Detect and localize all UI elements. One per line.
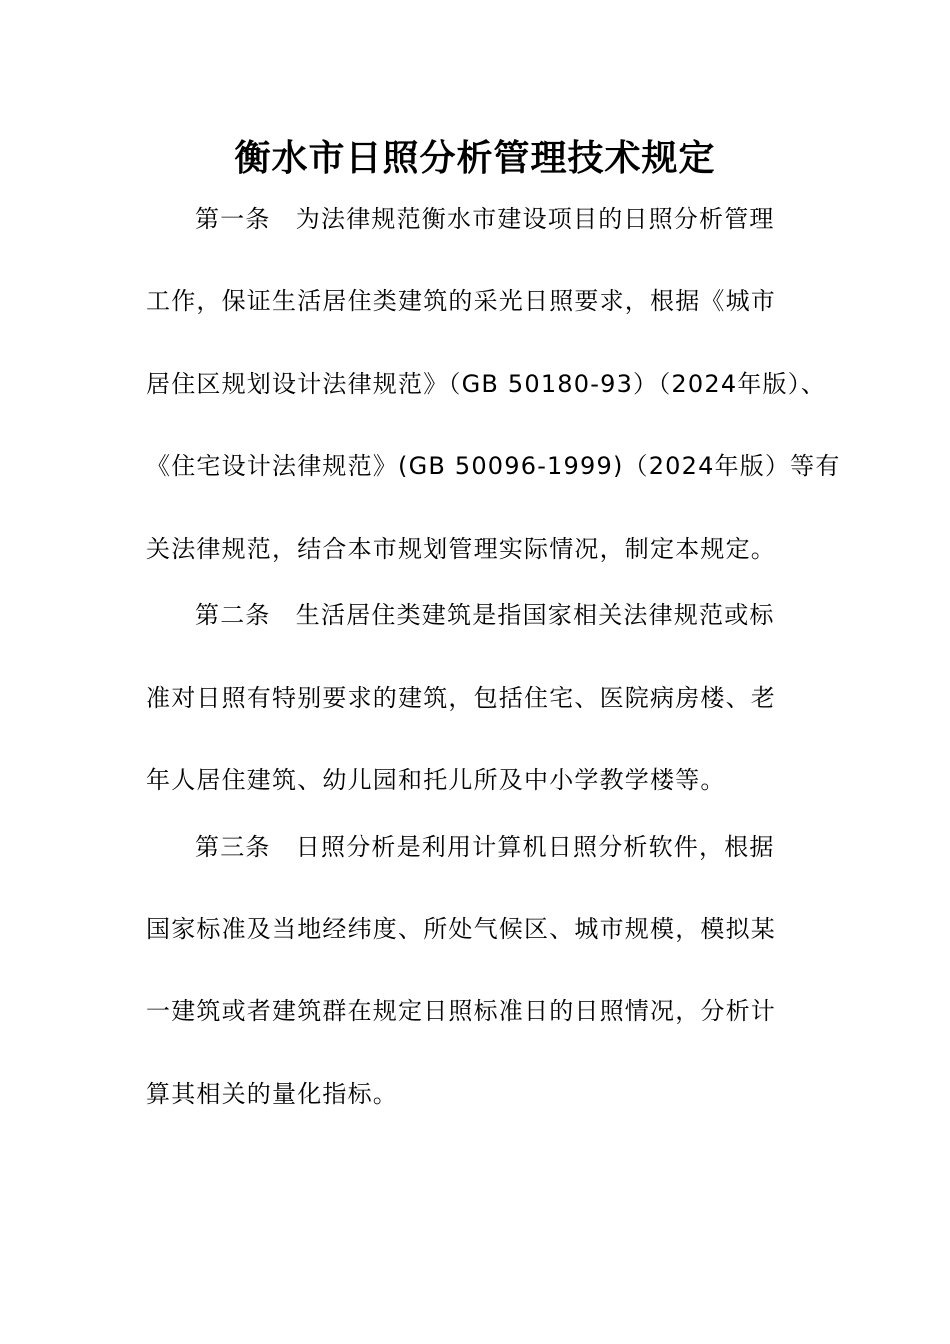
article-2-line-1: 第二条 生活居住类建筑是指国家相关法律规范或标 [195,601,775,629]
article-3-line-2: 国家标准及当地经纬度、所处气候区、城市规模，模拟某 [146,915,776,943]
article-1-line-4: 《住宅设计法律规范》(GB 50096-1999)（2024年版）等有 [146,452,841,480]
article-2-line-3: 年人居住建筑、幼儿园和托儿所及中小学教学楼等。 [146,766,726,794]
article-2-line-2: 准对日照有特别要求的建筑，包括住宅、医院病房楼、老 [146,684,776,712]
article-3-line-3: 一建筑或者建筑群在规定日照标准日的日照情况，分析计 [146,997,776,1025]
article-1-line-1: 第一条 为法律规范衡水市建设项目的日照分析管理 [195,205,775,233]
article-1-line-5: 关法律规范，结合本市规划管理实际情况，制定本规定。 [146,535,776,563]
article-3-line-1: 第三条 日照分析是利用计算机日照分析软件，根据 [195,833,775,861]
article-1-line-3: 居住区规划设计法律规范》（GB 50180-93）（2024年版）、 [146,370,827,398]
article-3-line-4: 算其相关的量化指标。 [146,1080,398,1108]
document-title: 衡水市日照分析管理技术规定 [234,137,716,179]
article-1-line-2: 工作，保证生活居住类建筑的采光日照要求，根据《城市 [146,287,776,315]
